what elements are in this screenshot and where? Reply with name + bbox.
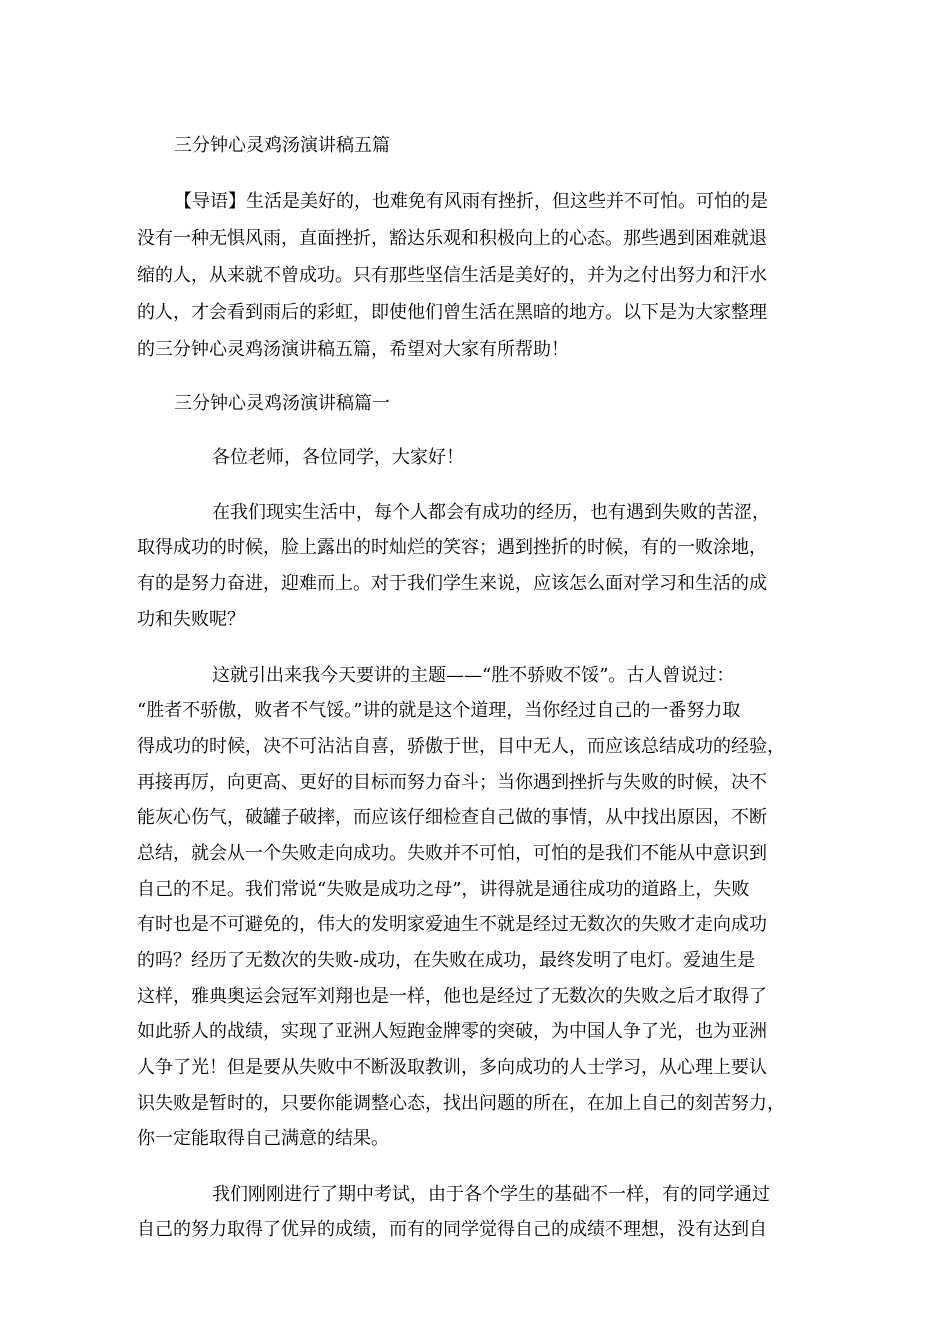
intro-line: 的人，才会看到雨后的彩虹，即使他们曾生活在黑暗的地方。以下是为大家整理 bbox=[137, 302, 767, 323]
paragraph-line: 功和失败呢？ bbox=[137, 609, 245, 630]
paragraph-line: 在我们现实生活中，每个人都会有成功的经历，也有遇到失败的苦涩， bbox=[212, 502, 770, 523]
paragraph-line: 有的是努力奋进，迎难而上。对于我们学生来说，应该怎么面对学习和生活的成 bbox=[137, 573, 767, 594]
greeting-line: 各位老师，各位同学，大家好！ bbox=[212, 447, 464, 468]
paragraph-line: 这就引出来我今天要讲的主题——“胜不骄败不馁”。古人曾说过： bbox=[212, 665, 735, 686]
intro-line: 没有一种无惧风雨，直面挫折，豁达乐观和积极向上的心态。那些遇到困难就退 bbox=[137, 228, 767, 249]
section-heading: 三分钟心灵鸡汤演讲稿篇一 bbox=[174, 393, 390, 414]
paragraph-line: 自己的努力取得了优异的成绩，而有的同学觉得自己的成绩不理想，没有达到自 bbox=[137, 1219, 767, 1240]
paragraph-line: 总结，就会从一个失败走向成功。失败并不可怕，可怕的是我们不能从中意识到 bbox=[137, 843, 767, 864]
paragraph-line: 人争了光！但是要从失败中不断汲取教训，多向成功的人士学习，从心理上要认 bbox=[137, 1057, 767, 1078]
paragraph-line: “胜者不骄傲，败者不气馁。”讲的就是这个道理，当你经过自己的一番努力取 bbox=[137, 700, 741, 721]
paragraph-line: 这样，雅典奥运会冠军刘翔也是一样，他也是经过了无数次的失败之后才取得了 bbox=[137, 986, 767, 1007]
paragraph-line: 得成功的时候，决不可沾沾自喜，骄傲于世，目中无人，而应该总结成功的经验， bbox=[137, 736, 785, 757]
paragraph-line: 自己的不足。我们常说“失败是成功之母”，讲得就是通往成功的道路上，失败 bbox=[137, 879, 750, 900]
paragraph-line: 的吗？经历了无数次的失败-成功，在失败在成功，最终发明了电灯。爱迪生是 bbox=[137, 950, 756, 971]
intro-line: 的三分钟心灵鸡汤演讲稿五篇，希望对大家有所帮助！ bbox=[137, 339, 569, 360]
intro-line: 缩的人，从来就不曾成功。只有那些坚信生活是美好的，并为之付出努力和汗水 bbox=[137, 265, 767, 286]
document-title: 三分钟心灵鸡汤演讲稿五篇 bbox=[174, 135, 390, 156]
paragraph-line: 如此骄人的战绩，实现了亚洲人短跑金牌零的突破，为中国人争了光，也为亚洲 bbox=[137, 1021, 767, 1042]
paragraph-line: 识失败是暂时的，只要你能调整心态，找出问题的所在，在加上自己的刻苦努力， bbox=[137, 1093, 785, 1114]
paragraph-line: 取得成功的时候，脸上露出的时灿烂的笑容；遇到挫折的时候，有的一败涂地， bbox=[137, 537, 767, 558]
paragraph-line: 我们刚刚进行了期中考试，由于各个学生的基础不一样，有的同学通过 bbox=[212, 1184, 770, 1205]
paragraph-line: 有时也是不可避免的，伟大的发明家爱迪生不就是经过无数次的失败才走向成功 bbox=[137, 914, 767, 935]
intro-line: 【导语】生活是美好的，也难免有风雨有挫折，但这些并不可怕。可怕的是 bbox=[174, 191, 768, 212]
paragraph-line: 你一定能取得自己满意的结果。 bbox=[137, 1128, 389, 1149]
paragraph-line: 再接再厉，向更高、更好的目标而努力奋斗；当你遇到挫折与失败的时候，决不 bbox=[137, 772, 767, 793]
paragraph-line: 能灰心伤气，破罐子破摔，而应该仔细检查自己做的事情，从中找出原因，不断 bbox=[137, 807, 767, 828]
